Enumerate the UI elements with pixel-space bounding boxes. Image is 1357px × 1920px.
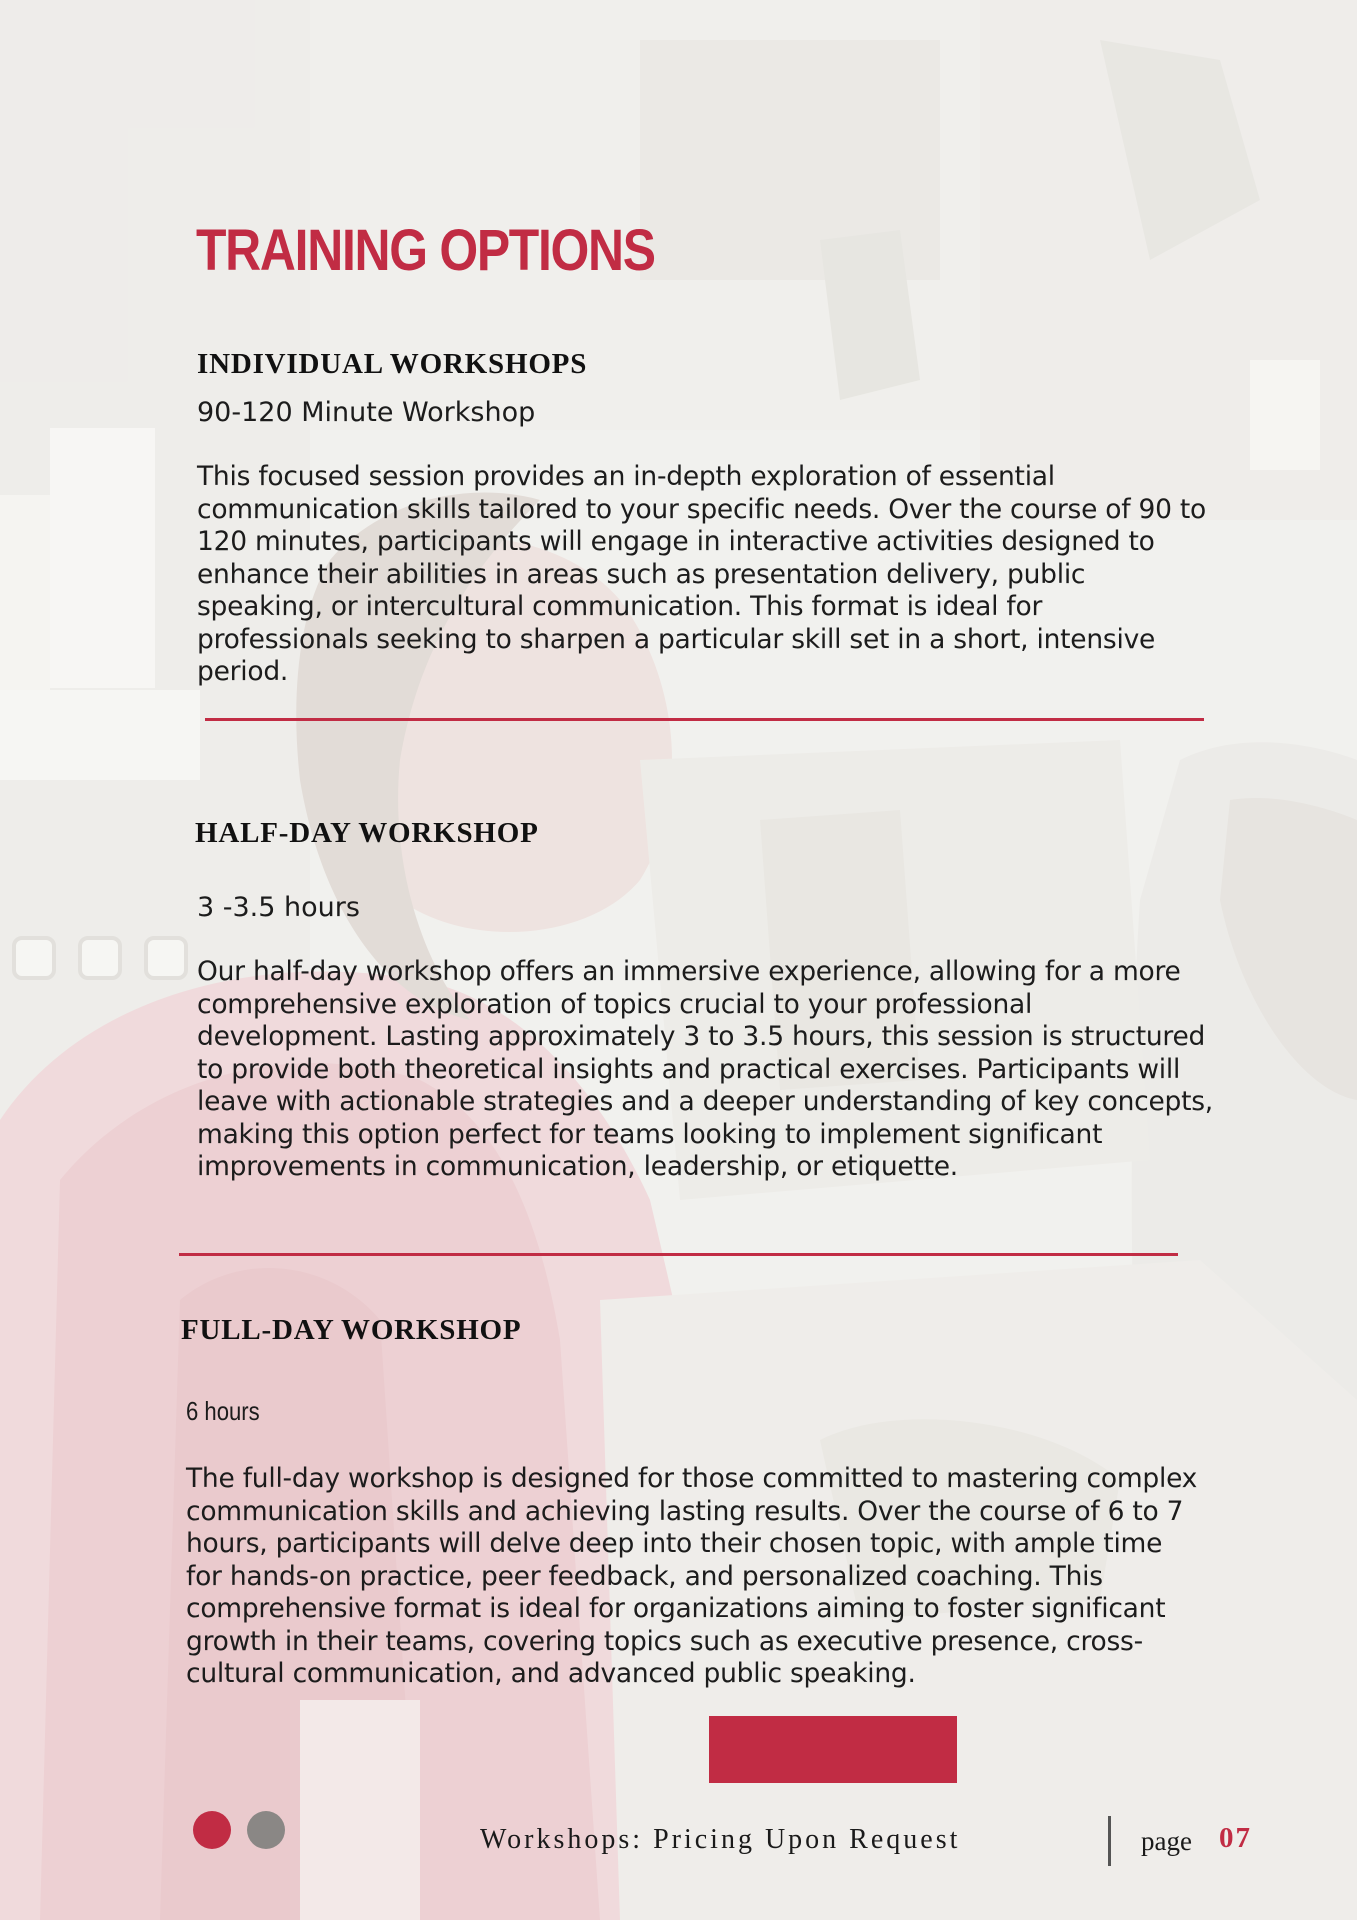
- footer-separator: [1108, 1816, 1111, 1866]
- section-body-half-day: Our half-day workshop offers an immersive experience, allowing for a more comprehensive exploration of topics crucial to your professional development. Lasting approximately 3 to 3.5 hours, this session is structured to provide both theoretical insights and practical exercises. Participants will leave with actionable strategies and a deeper understanding of key concepts, making this option perfect for teams looking to implement significant improvements in communication, leadership, or etiquette.: [197, 956, 1213, 1182]
- section-divider: [205, 718, 1204, 721]
- page-title: TRAINING OPTIONS: [196, 218, 655, 283]
- red-dot-icon: [193, 1811, 231, 1849]
- page-label: page: [1141, 1826, 1192, 1856]
- section-heading-individual: INDIVIDUAL WORKSHOPS: [197, 348, 588, 380]
- page-number: 07: [1219, 1822, 1252, 1854]
- section-subheading-individual: 90-120 Minute Workshop: [197, 397, 536, 428]
- accent-block: [709, 1716, 957, 1783]
- section-divider: [179, 1253, 1178, 1256]
- section-body-individual: This focused session provides an in-depth exploration of essential communication skills tailored to your specific needs. Over the course of 90 to 120 minutes, participants will engage in interactive activities designed to enhance their abilities in areas such as presentation delivery, public speaking, or intercultural communication. This format is ideal for professionals seeking to sharpen a particular skill set in a short, intensive period.: [197, 461, 1207, 687]
- footer-text: Workshops: Pricing Upon Request: [480, 1824, 961, 1855]
- gray-dot-icon: [247, 1811, 285, 1849]
- section-subheading-full-day: 6 hours: [186, 1396, 260, 1426]
- section-subheading-half-day: 3 -3.5 hours: [197, 892, 360, 923]
- section-body-full-day: The full-day workshop is designed for those committed to mastering complex communication skills and achieving lasting results. Over the course of 6 to 7 hours, participants will delve deep into their chosen topic, with ample time for hands-on practice, peer feedback, and personalized coaching. This comprehensive format is ideal for organizations aiming to foster significant growth in their teams, covering topics such as executive presence, cross- cultural communication, and advanced public speaking.: [186, 1463, 1198, 1689]
- section-heading-full-day: FULL-DAY WORKSHOP: [181, 1314, 522, 1346]
- section-heading-half-day: HALF-DAY WORKSHOP: [195, 817, 539, 849]
